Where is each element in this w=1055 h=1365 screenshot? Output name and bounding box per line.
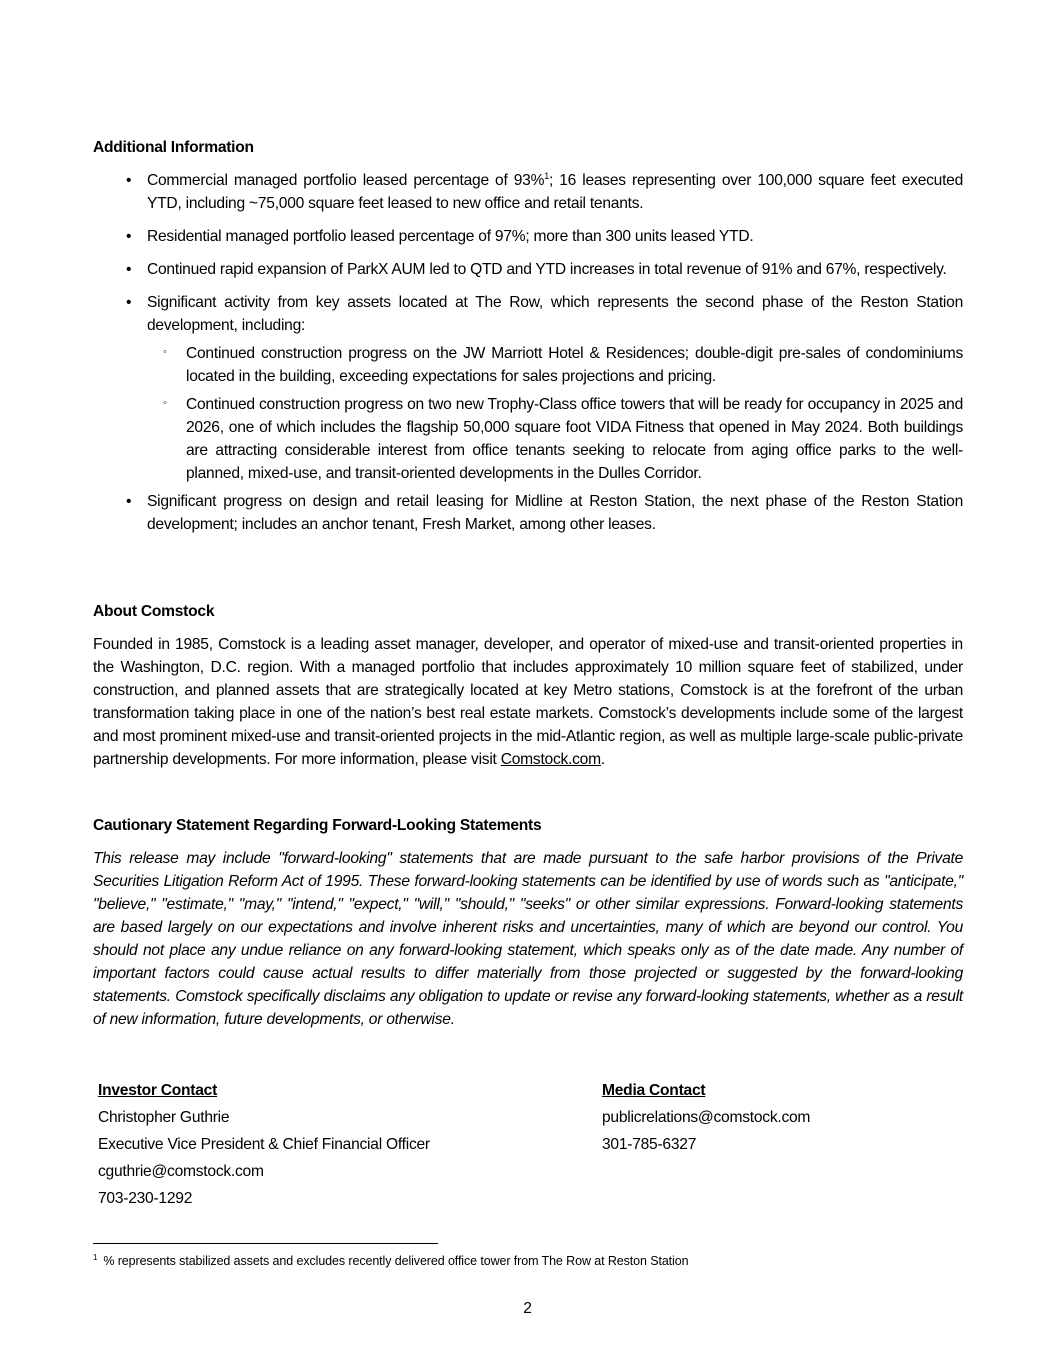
contact-title: Executive Vice President & Chief Financial Officer: [98, 1136, 430, 1153]
list-item: [93, 169, 963, 215]
list-item: [93, 490, 963, 536]
list-item: [93, 258, 963, 281]
sub-list-item: [93, 393, 963, 485]
contact-heading: Investor Contact: [98, 1082, 218, 1099]
media-contact: [602, 1077, 810, 1158]
list-item-text: Continued construction progress on the JW Marriott Hotel & Residences; double-digit pre-sales of condominiums located in the building, exceeding expectations for sales projections and pricing.: [186, 345, 963, 385]
about-paragraph: [93, 633, 963, 771]
list-item: [93, 291, 963, 485]
contact-name: Christopher Guthrie: [98, 1109, 230, 1126]
cautionary-section: [93, 814, 963, 1031]
section-heading: Additional Information: [93, 139, 254, 156]
bullet-icon: •: [126, 172, 132, 189]
contact-email[interactable]: publicrelations@comstock.com: [602, 1109, 811, 1126]
contact-phone: 703-230-1292: [98, 1190, 193, 1207]
footnote-divider: [93, 1243, 438, 1244]
circle-bullet-icon: ◦: [163, 346, 167, 358]
about-section: [93, 600, 963, 771]
paragraph-text: Founded in 1985, Comstock is a leading asset manager, developer, and operator of mixed-use and transit-oriented properties in the Washington, D.C. region. With a managed portfolio that includes approximately 10 million square feet of stabilized, under construction, and planned assets that are strategically located at key Metro stations, Comstock is at the forefront of the urban transformation taking place in one of the nation’s best real estate markets. Comstock’s developments include some of the largest and most prominent mixed-use and transit-oriented projects in the mid-Atlantic region, as well as multiple large-scale public-private partnership developments. For more information, please visit: [93, 636, 963, 768]
paragraph-text: .: [600, 751, 605, 768]
footnote: [93, 1250, 688, 1273]
additional-information-section: [93, 136, 963, 546]
list-item-text: ; 16 leases representing over 100,000 square feet executed YTD, including ~75,000 square feet leased to new office and retail tenants.: [147, 172, 964, 212]
list-item-text: Continued rapid expansion of ParkX AUM led to QTD and YTD increases in total revenue of 91% and 67%, respectively.: [147, 261, 947, 278]
circle-bullet-icon: ◦: [163, 397, 167, 409]
bullet-list: [93, 169, 963, 536]
investor-contact: [98, 1077, 430, 1212]
footnote-text: % represents stabilized assets and excludes recently delivered office tower from The Row at Reston Station: [103, 1254, 689, 1268]
cautionary-paragraph: This release may include "forward-looking" statements that are made pursuant to the safe harbor provisions of the Private Securities Litigation Reform Act of 1995. These forward-looking statements can be identified by use of words such as "anticipate," "believe," "estimate," "may," "intend," "expect," "will," "should," "seeks" or other similar expressions. Forward-looking statements are based largely on our expectations and involve inherent risks and uncertainties, many of which are beyond our control. You should not place any undue reliance on any forward-looking statement, which speaks only as of the date made. Any number of important factors could cause actual results to differ materially from those projected or suggested by the forward-looking statements. Comstock specifically disclaims any obligation to update or revise any forward-looking statements, whether as a result of new information, future developments, or otherwise.: [93, 850, 963, 1028]
list-item: [93, 225, 963, 248]
sub-bullet-list: [147, 342, 963, 485]
list-item-text: Significant activity from key assets located at The Row, which represents the second phase of the Reston Station development, including:: [147, 294, 963, 334]
footnote-mark: 1: [93, 1252, 98, 1262]
list-item-text: Residential managed portfolio leased percentage of 97%; more than 300 units leased YTD.: [147, 228, 754, 245]
contact-email[interactable]: cguthrie@comstock.com: [98, 1163, 264, 1180]
contact-phone: 301-785-6327: [602, 1136, 697, 1153]
list-item-text: Significant progress on design and retail leasing for Midline at Reston Station, the next phase of the Reston Station development; includes an anchor tenant, Fresh Market, among other leases.: [147, 493, 963, 533]
page-number: 2: [523, 1300, 532, 1317]
comstock-link[interactable]: Comstock.com: [500, 751, 601, 768]
bullet-icon: •: [126, 261, 132, 278]
sub-list-item: [93, 342, 963, 388]
bullet-icon: •: [126, 294, 132, 311]
section-heading: Cautionary Statement Regarding Forward-Looking Statements: [93, 817, 542, 834]
footnote-ref[interactable]: 1: [544, 170, 549, 181]
bullet-icon: •: [126, 493, 132, 510]
contact-heading: Media Contact: [602, 1082, 706, 1099]
list-item-text: Commercial managed portfolio leased percentage of 93%: [147, 172, 545, 189]
section-heading: About Comstock: [93, 603, 215, 620]
list-item-text: Continued construction progress on two new Trophy-Class office towers that will be ready for occupancy in 2025 and 2026, one of which includes the flagship 50,000 square foot VIDA Fitness that opened in May 2024. Both buildings are attracting considerable interest from office tenants seeking to relocate from aging office parks to the well-planned, mixed-use, and transit-oriented developments in the Dulles Corridor.: [186, 396, 963, 482]
bullet-icon: •: [126, 228, 132, 245]
